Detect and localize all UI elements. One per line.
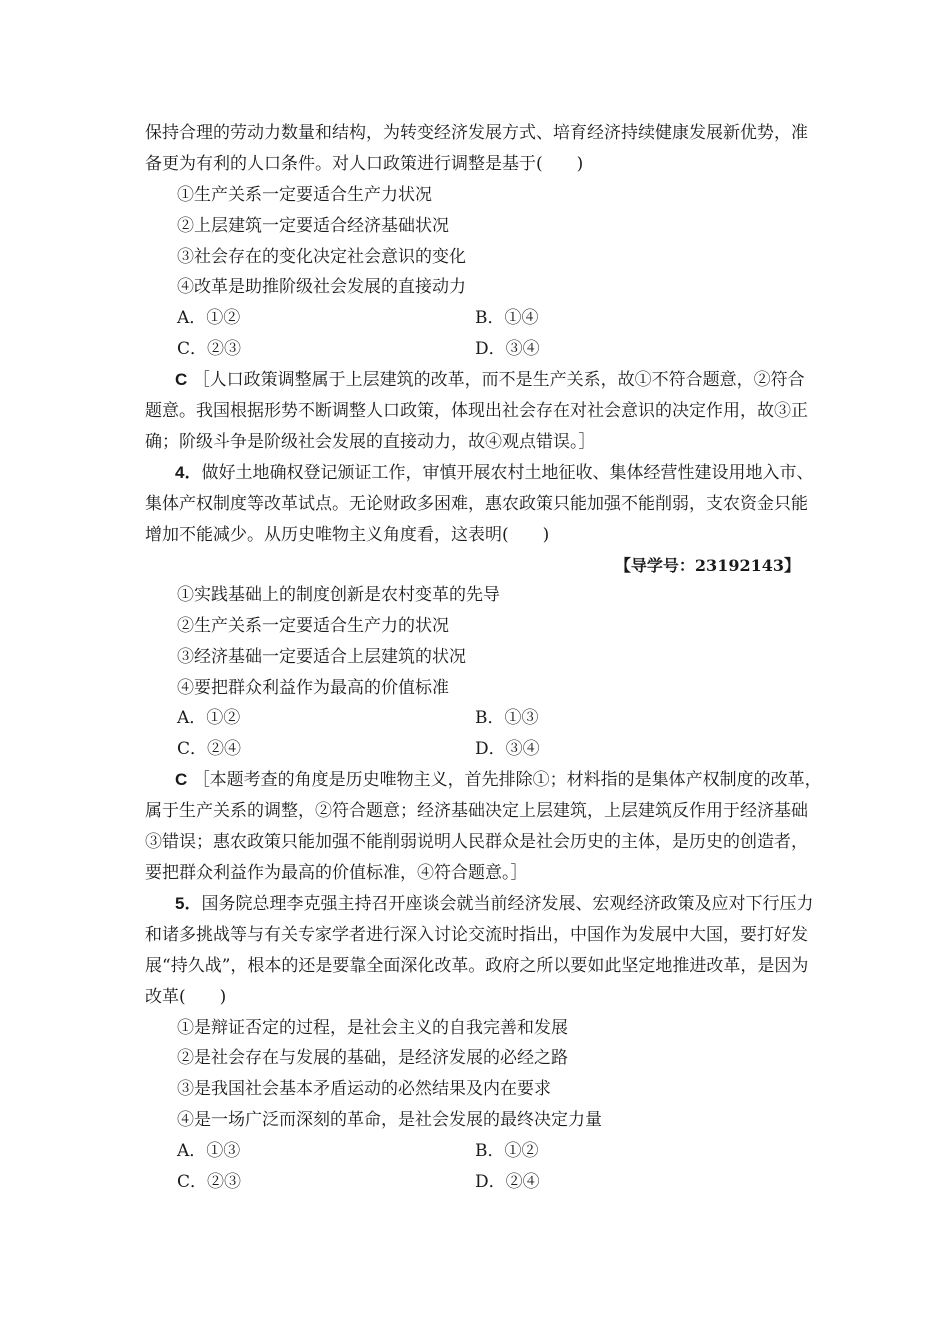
q5-statement-1: ①是辩证否定的过程，是社会主义的自我完善和发展 [177, 1018, 568, 1038]
q4-statement-3: ③经济基础一定要适合上层建筑的状况 [177, 647, 466, 667]
q4-explanation-line-4: 要把群众利益作为最高的价值标准，④符合题意。］ [145, 863, 528, 883]
q5-option-b: B．①② [475, 1141, 539, 1161]
q4-statement-2: ②生产关系一定要适合生产力的状况 [177, 616, 449, 636]
q5-stem-line-3: 展“持久战”，根本的还是要靠全面深化改革。政府之所以要如此坚定地推进改革，是因为 [145, 956, 809, 976]
q5-stem-line-2: 和诸多挑战等与有关专家学者进行深入讨论交流时指出，中国作为发展中大国，要打好发 [145, 925, 808, 945]
q5-stem-line-4: 改革( ) [145, 987, 227, 1007]
q4-stem-text-1: 做好土地确权登记颁证工作，审慎开展农村土地征收、集体经营性建设用地入市、 [201, 463, 814, 483]
q4-option-a: A．①② [177, 708, 241, 728]
q4-answer-key: C [175, 770, 188, 789]
q5-stem-line-1 [175, 893, 813, 915]
q3-explanation-line-2: 题意。我国根据形势不断调整人口政策，体现出社会存在对社会意识的决定作用，故③正 [145, 401, 808, 421]
q5-option-d: D．②④ [475, 1172, 540, 1192]
q4-stem-line-1 [175, 462, 813, 484]
q3-statement-2: ②上层建筑一定要适合经济基础状况 [177, 216, 449, 236]
q3-option-d: D．③④ [475, 339, 540, 359]
q4-stem-line-2: 集体产权制度等改革试点。无论财政多困难，惠农政策只能加强不能削弱，支农资金只能 [145, 494, 808, 514]
q3-statement-4: ④改革是助推阶级社会发展的直接动力 [177, 277, 466, 297]
q4-explanation-text-1: ［本题考查的角度是历史唯物主义，首先排除①；材料指的是集体产权制度的改革， [192, 770, 822, 790]
q4-explanation-line-2: 属于生产关系的调整，②符合题意；经济基础决定上层建筑，上层建筑反作用于经济基础 [145, 801, 808, 821]
q4-explanation-line-3: ③错误；惠农政策只能加强不能削弱说明人民群众是社会历史的主体，是历史的创造者， [145, 832, 808, 852]
q3-statement-3: ③社会存在的变化决定社会意识的变化 [177, 247, 466, 267]
q5-statement-4: ④是一场广泛而深刻的革命，是社会发展的最终决定力量 [177, 1110, 602, 1130]
q5-number: 5． [175, 894, 202, 913]
q3-option-a: A．①② [177, 308, 241, 328]
q4-number: 4． [175, 463, 202, 482]
q5-option-c: C．②③ [177, 1172, 242, 1192]
q3-explanation-text-1: ［人口政策调整属于上层建筑的改革，而不是生产关系，故①不符合题意，②符合 [192, 370, 805, 390]
q4-option-c: C．②④ [177, 739, 242, 759]
q4-stem-line-3: 增加不能减少。从历史唯物主义角度看，这表明( ) [145, 525, 550, 545]
q3-option-b: B．①④ [475, 308, 539, 328]
q4-statement-4: ④要把群众利益作为最高的价值标准 [177, 678, 449, 698]
q3-stem-line-2: 备更为有利的人口条件。对人口政策进行调整是基于( ) [145, 154, 584, 174]
q3-statement-1: ①生产关系一定要适合生产力状况 [177, 185, 432, 205]
q3-explanation-line-1 [175, 369, 805, 391]
q5-option-a: A．①③ [177, 1141, 241, 1161]
q4-option-d: D．③④ [475, 739, 540, 759]
q4-statement-1: ①实践基础上的制度创新是农村变革的先导 [177, 585, 500, 605]
q5-statement-2: ②是社会存在与发展的基础，是经济发展的必经之路 [177, 1048, 568, 1068]
q5-statement-3: ③是我国社会基本矛盾运动的必然结果及内在要求 [177, 1079, 551, 1099]
q5-stem-text-1: 国务院总理李克强主持召开座谈会就当前经济发展、宏观经济政策及应对下行压力 [201, 894, 814, 914]
q4-reference-number: 【导学号：23192143】 [614, 556, 800, 575]
q3-stem-line-1: 保持合理的劳动力数量和结构，为转变经济发展方式、培育经济持续健康发展新优势，准 [145, 123, 808, 143]
q4-explanation-line-1 [175, 769, 822, 791]
q3-option-c: C．②③ [177, 339, 242, 359]
q3-answer-key: C [175, 370, 188, 389]
q4-option-b: B．①③ [475, 708, 539, 728]
q3-explanation-line-3: 确；阶级斗争是阶级社会发展的直接动力，故④观点错误。］ [145, 432, 596, 452]
